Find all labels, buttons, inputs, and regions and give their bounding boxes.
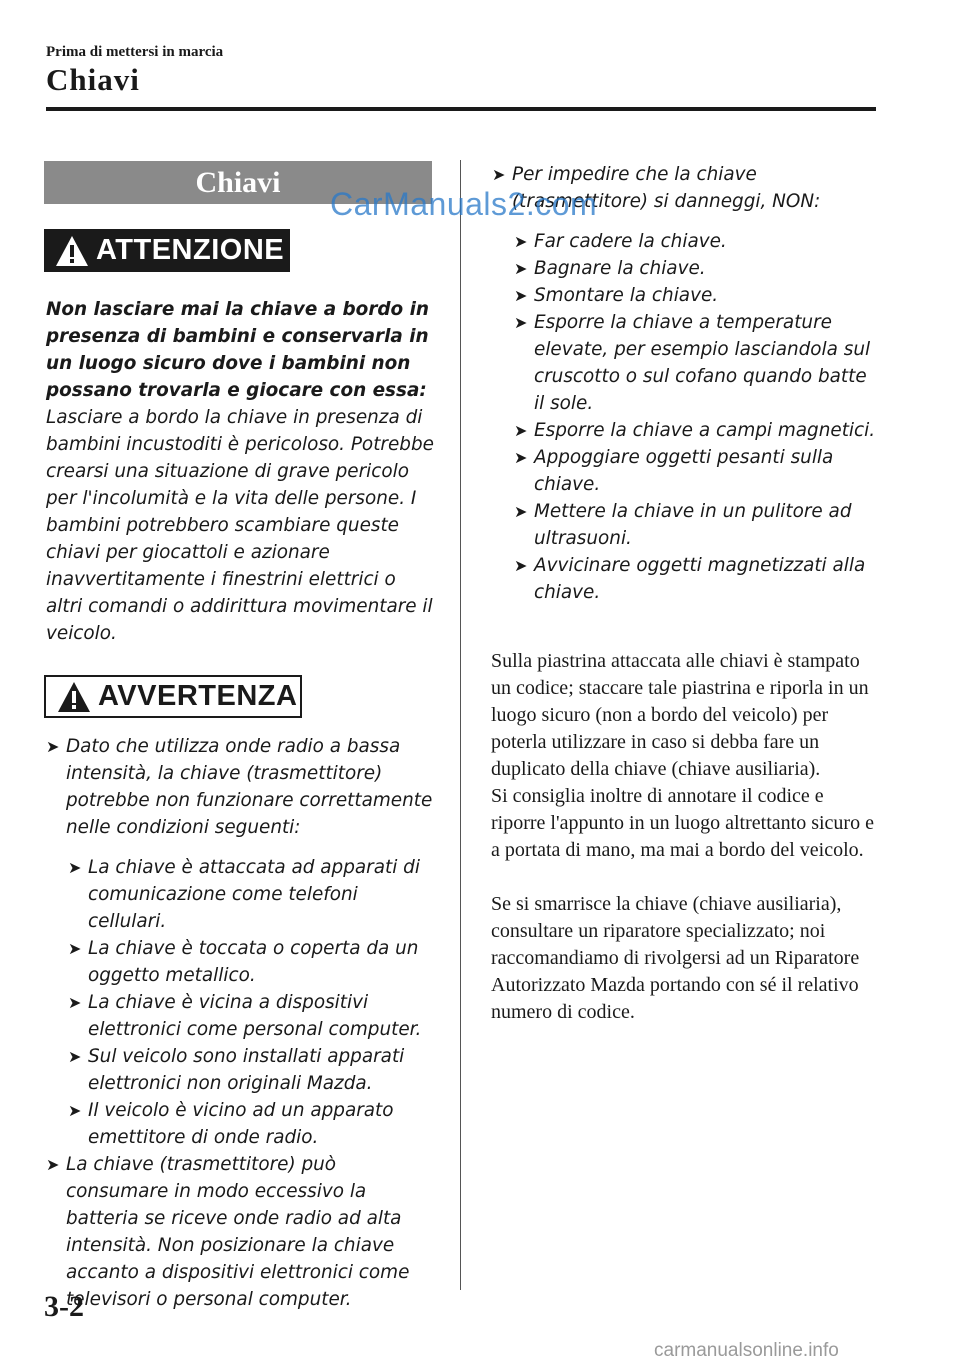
arrowhead-icon: ➤ (514, 232, 528, 251)
body-paragraph: Sulla piastrina attaccata alle chiavi è stampato un codice; staccare tale piastrina e riporla in un luogo sicuro (non a bordo del veicolo) per poterla utilizzare in caso si debba fare un duplicato della chiave (chiave ausiliaria). (491, 650, 869, 780)
arrowhead-icon: ➤ (514, 313, 528, 332)
arrowhead-icon: ➤ (514, 286, 528, 305)
caution-list-left (46, 733, 436, 1313)
arrowhead-icon: ➤ (68, 993, 82, 1012)
warning-triangle-icon (54, 234, 90, 268)
list-item: ➤ Far cadere la chiave. (514, 228, 876, 255)
arrowhead-icon: ➤ (514, 448, 528, 467)
warning-body: Lasciare a bordo la chiave in presenza di bambini incustoditi è pericoloso. Potrebbe crearsi una situazione di grave pericolo per l'incolumità e la vita delle persone. I bambini potrebbero scambiare queste chiavi per giocattoli e azionare inavvertitamente i finestrini elettrici o altri comandi o addirittura movimentare il veicolo. (46, 407, 434, 644)
list-item: ➤ Avvicinare oggetti magnetizzati alla chiave. (514, 552, 876, 606)
warning-text (46, 296, 436, 647)
header-rule (46, 107, 876, 111)
body-paragraph: Si consiglia inoltre di annotare il codice e riporre l'appunto in un luogo altrettanto sicuro e a portata di mano, ma mai a bordo del veicolo. (491, 785, 874, 861)
arrowhead-icon: ➤ (514, 421, 528, 440)
list-item: ➤ Esporre la chiave a temperature elevate, per esempio lasciandola sul cruscotto o sul cofano quando batte il sole. (514, 309, 876, 417)
list-item: ➤ Bagnare la chiave. (514, 255, 876, 282)
list-item: ➤ Dato che utilizza onde radio a bassa intensità, la chiave (trasmettitore) potrebbe non funzionare correttamente nelle condizioni seguenti: (46, 733, 436, 841)
arrowhead-icon: ➤ (68, 939, 82, 958)
caution-label-box (44, 675, 302, 718)
arrowhead-icon: ➤ (514, 259, 528, 278)
page-number: 3-2 (44, 1290, 84, 1323)
footer-watermark: carmanualsonline.info (654, 1340, 839, 1361)
list-item: ➤ Sul veicolo sono installati apparati elettronici non originali Mazda. (68, 1043, 436, 1097)
arrowhead-icon: ➤ (514, 502, 528, 521)
arrowhead-icon: ➤ (68, 858, 82, 877)
body-paragraph: Se si smarrisce la chiave (chiave ausiliaria), consultare un riparatore specializzato; noi raccomandiamo di rivolgersi ad un Riparatore Autorizzato Mazda portando con sé il relativo numero di codice. (491, 893, 860, 1023)
arrowhead-icon: ➤ (46, 737, 60, 756)
watermark: CarManuals2.com (330, 186, 598, 222)
warning-triangle-icon (56, 680, 92, 714)
list-item: ➤ La chiave è toccata o coperta da un oggetto metallico. (68, 935, 436, 989)
arrowhead-icon: ➤ (514, 556, 528, 575)
page-title: Chiavi (46, 62, 140, 97)
list-item: ➤ Per impedire che la chiave (trasmettitore) si danneggi, NON: (492, 161, 876, 215)
warning-label: ATTENZIONE (96, 234, 285, 266)
list-item: ➤ Appoggiare oggetti pesanti sulla chiave. (514, 444, 876, 498)
list-item: ➤ La chiave è attaccata ad apparati di comunicazione come telefoni cellulari. (68, 854, 436, 935)
arrowhead-icon: ➤ (68, 1047, 82, 1066)
list-item: ➤ Smontare la chiave. (514, 282, 876, 309)
warning-label-box (44, 229, 290, 272)
arrowhead-icon: ➤ (68, 1101, 82, 1120)
list-item: ➤ Mettere la chiave in un pulitore ad ultrasuoni. (514, 498, 876, 552)
arrowhead-icon: ➤ (492, 165, 506, 184)
caution-list-right (492, 161, 876, 606)
arrowhead-icon: ➤ (46, 1155, 60, 1174)
list-item: ➤ Il veicolo è vicino ad un apparato emettitore di onde radio. (68, 1097, 436, 1151)
section-title: Chiavi (44, 161, 432, 204)
list-item: ➤ Esporre la chiave a campi magnetici. (514, 417, 876, 444)
list-item: ➤ La chiave è vicina a dispositivi elettronici come personal computer. (68, 989, 436, 1043)
caution-label: AVVERTENZA (98, 680, 298, 712)
column-divider (460, 160, 461, 1290)
chapter-label: Prima di mettersi in marcia (46, 44, 224, 60)
warning-heading: Non lasciare mai la chiave a bordo in presenza di bambini e conservarla in un luogo sicuro dove i bambini non possano trovarla e giocare con essa: (46, 299, 429, 401)
list-item: ➤ La chiave (trasmettitore) può consumare in modo eccessivo la batteria se riceve onde radio ad alta intensità. Non posizionare la chiave accanto a dispositivi elettronici come televisori o personal computer. (46, 1151, 436, 1313)
body-text (491, 648, 877, 1026)
